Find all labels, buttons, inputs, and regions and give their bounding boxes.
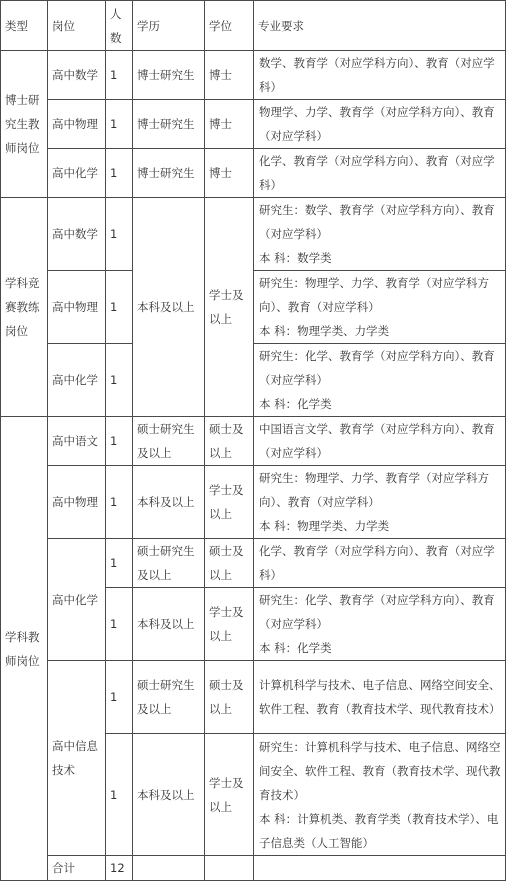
major-cell	[254, 734, 506, 856]
table-row	[1, 100, 506, 149]
table-row	[1, 539, 506, 588]
education-cell: 本科及以上	[133, 198, 205, 417]
empty-cell	[205, 856, 254, 881]
degree-cell: 学士及以上	[205, 734, 254, 856]
major-cell	[254, 466, 506, 539]
degree-cell: 学士及以上	[205, 198, 254, 417]
position-cell: 高中化学	[48, 149, 106, 198]
position-cell: 高中数学	[48, 198, 106, 271]
count-cell: 1	[106, 344, 133, 417]
count-cell: 1	[106, 271, 133, 344]
major-undergraduate: 本 科：数学类	[259, 251, 332, 265]
degree-cell: 学士及以上	[205, 588, 254, 661]
major-cell: 物理学、力学、教育学（对应学科方向）、教育（对应学科）	[254, 100, 506, 149]
position-cell: 高中物理	[48, 271, 106, 344]
education-cell: 博士研究生	[133, 149, 205, 198]
header-count: 人数	[106, 1, 133, 51]
count-cell: 1	[106, 466, 133, 539]
degree-cell: 硕士及以上	[205, 539, 254, 588]
major-cell	[254, 271, 506, 344]
type-cell: 博士研究生教师岗位	[1, 51, 48, 198]
education-cell: 硕士研究生及以上	[133, 417, 205, 466]
position-cell: 高中数学	[48, 51, 106, 100]
table-row	[1, 51, 506, 100]
education-cell: 本科及以上	[133, 588, 205, 661]
total-label: 合计	[48, 856, 106, 881]
major-graduate: 研究生：数学、教育学（对应学科方向）、教育（对应学科）	[259, 203, 495, 241]
major-graduate: 研究生：化学、教育学（对应学科方向）、教育（对应学科）	[259, 349, 495, 387]
table-row	[1, 271, 506, 344]
count-cell: 1	[106, 417, 133, 466]
major-graduate: 研究生：物理学、力学、教育学（对应学科方向）、教育（对应学科）	[259, 471, 489, 509]
type-cell: 学科竞赛教练岗位	[1, 198, 48, 417]
major-graduate: 研究生：计算机科学与技术、电子信息、网络空间安全、软件工程、教育（教育技术学、现代教育技术）	[259, 739, 501, 802]
education-cell: 硕士研究生及以上	[133, 539, 205, 588]
major-cell: 计算机科学与技术、电子信息、网络空间安全、软件工程、教育（教育技术学、现代教育技术）	[254, 661, 506, 734]
major-cell	[254, 344, 506, 417]
education-cell: 本科及以上	[133, 466, 205, 539]
major-undergraduate: 本 科：物理学类、力学类	[259, 519, 390, 533]
major-undergraduate: 本 科：化学类	[259, 641, 332, 655]
education-cell: 博士研究生	[133, 51, 205, 100]
position-cell: 高中化学	[48, 344, 106, 417]
empty-cell	[254, 856, 506, 881]
count-cell: 1	[106, 51, 133, 100]
degree-cell: 学士及以上	[205, 466, 254, 539]
count-cell: 1	[106, 149, 133, 198]
degree-cell: 博士	[205, 51, 254, 100]
header-row	[1, 1, 506, 51]
count-cell: 1	[106, 539, 133, 588]
table-row	[1, 466, 506, 539]
table-row	[1, 344, 506, 417]
count-cell: 1	[106, 100, 133, 149]
education-cell: 博士研究生	[133, 100, 205, 149]
header-education: 学历	[133, 1, 205, 51]
count-cell: 1	[106, 661, 133, 734]
education-cell: 本科及以上	[133, 734, 205, 856]
degree-cell: 硕士及以上	[205, 661, 254, 734]
major-cell	[254, 588, 506, 661]
degree-cell: 硕士及以上	[205, 417, 254, 466]
table-row	[1, 149, 506, 198]
table-row	[1, 661, 506, 734]
position-cell: 高中物理	[48, 100, 106, 149]
table-row	[1, 417, 506, 466]
major-cell: 化学、教育学（对应学科方向）、教育（对应学科）	[254, 149, 506, 198]
position-cell: 高中化学	[48, 539, 106, 661]
count-cell: 1	[106, 734, 133, 856]
header-position: 岗位	[48, 1, 106, 51]
position-cell: 高中语文	[48, 417, 106, 466]
major-graduate: 研究生：化学、教育学（对应学科方向）、教育（对应学科）	[259, 593, 495, 631]
major-cell: 中国语言文学、教育学（对应学科方向）、教育（对应学科）	[254, 417, 506, 466]
total-count: 12	[106, 856, 133, 881]
position-cell: 高中物理	[48, 466, 106, 539]
major-cell	[254, 198, 506, 271]
count-cell: 1	[106, 588, 133, 661]
count-cell: 1	[106, 198, 133, 271]
total-row	[1, 856, 506, 881]
major-cell: 数学、教育学（对应学科方向）、教育（对应学科）	[254, 51, 506, 100]
header-type: 类型	[1, 1, 48, 51]
degree-cell: 博士	[205, 149, 254, 198]
table-row	[1, 198, 506, 271]
major-undergraduate: 本 科：物理学类、力学类	[259, 324, 390, 338]
type-cell: 学科教师岗位	[1, 417, 48, 881]
header-degree: 学位	[205, 1, 254, 51]
education-cell: 硕士研究生及以上	[133, 661, 205, 734]
empty-cell	[133, 856, 205, 881]
degree-cell: 博士	[205, 100, 254, 149]
position-cell: 高中信息技术	[48, 661, 106, 856]
header-major: 专业要求	[254, 1, 506, 51]
major-graduate: 研究生：物理学、力学、教育学（对应学科方向）、教育（对应学科）	[259, 276, 489, 314]
major-undergraduate: 本 科：计算机类、教育学类（教育技术学）、电子信息类（人工智能）	[259, 811, 499, 850]
major-undergraduate: 本 科：化学类	[259, 397, 332, 411]
major-cell: 化学、教育学（对应学科方向）、教育（对应学科）	[254, 539, 506, 588]
